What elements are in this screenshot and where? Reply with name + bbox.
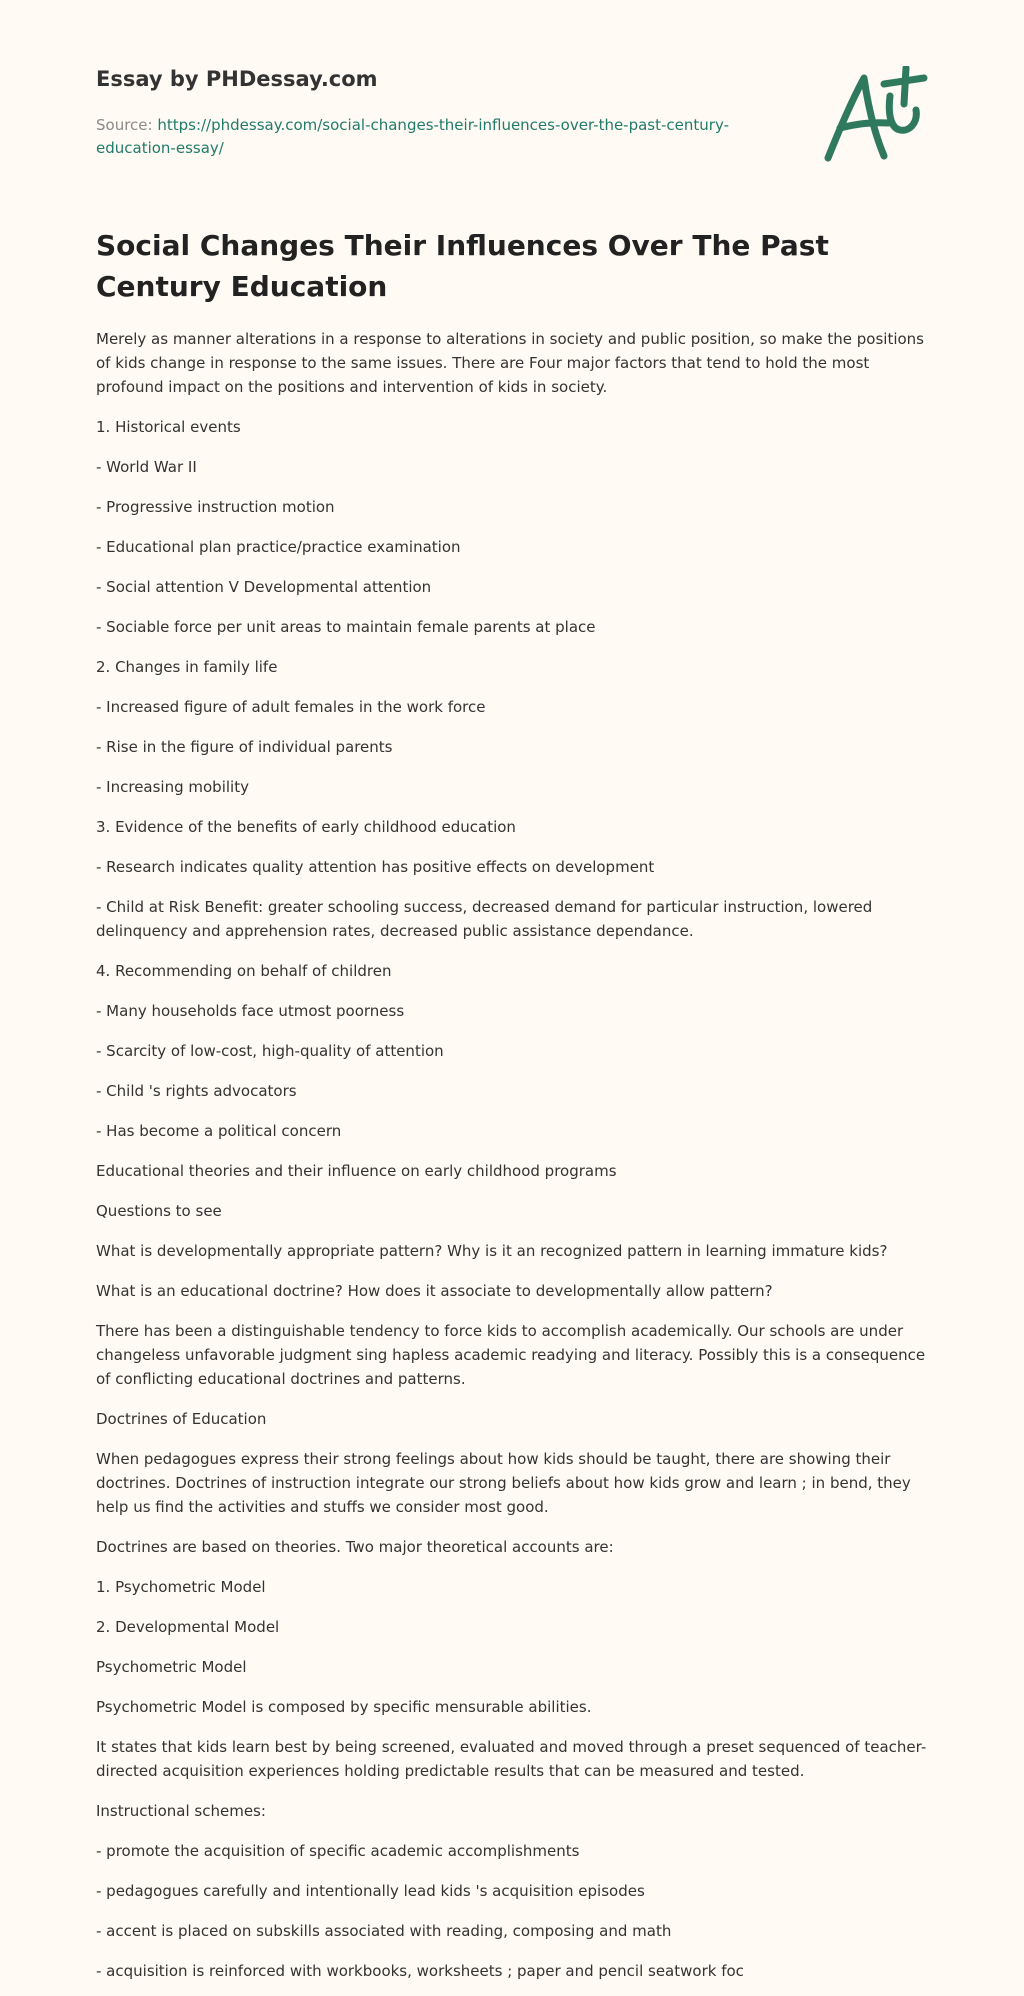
essay-paragraph: - acquisition is reinforced with workbooks, worksheets ; paper and pencil seatwork foc xyxy=(96,1962,744,1980)
essay-paragraph: What is an educational doctrine? How does it associate to developmentally allow pattern? xyxy=(96,1282,773,1300)
essay-paragraph: Psychometric Model is composed by specific mensurable abilities. xyxy=(96,1698,592,1716)
essay-paragraph: - Increasing mobility xyxy=(96,778,249,796)
essay-paragraph: - promote the acquisition of specific academic accomplishments xyxy=(96,1842,580,1860)
site-header xyxy=(96,0,928,170)
essay-paragraph: 4. Recommending on behalf of children xyxy=(96,962,392,980)
essay-paragraph: 1. Historical events xyxy=(96,418,241,436)
essay-paragraph: - World War II xyxy=(96,458,197,476)
essay-paragraph: There has been a distinguishable tendency to force kids to accomplish academically. Our schools are under changeless unfavorable judgment sing hapless academic readying and literacy. Possibly this is a consequence of conflicting educational doctrines and patterns. xyxy=(96,1322,926,1388)
essay-paragraph: Doctrines are based on theories. Two major theoretical accounts are: xyxy=(96,1538,614,1556)
essay-paragraph: - Scarcity of low-cost, high-quality of attention xyxy=(96,1042,444,1060)
essay-paragraph: - Child 's rights advocators xyxy=(96,1082,297,1100)
source-line xyxy=(96,114,736,160)
essay-paragraph: - Educational plan practice/practice examination xyxy=(96,538,461,556)
essay-body xyxy=(96,327,928,1983)
source-link[interactable]: https://phdessay.com/social-changes-their-influences-over-the-past-century-education-essay/ xyxy=(96,116,729,157)
essay-paragraph: - Child at Risk Benefit: greater schooling success, decreased demand for particular instruction, lowered delinquency and apprehension rates, decreased public assistance dependance. xyxy=(96,898,873,940)
essay-paragraph: 3. Evidence of the benefits of early childhood education xyxy=(96,818,516,836)
essay-paragraph: What is developmentally appropriate pattern? Why is it an recognized pattern in learning immature kids? xyxy=(96,1242,888,1260)
essay-paragraph: - Social attention V Developmental attention xyxy=(96,578,432,596)
essay-paragraph: 2. Developmental Model xyxy=(96,1618,280,1636)
essay-paragraph: 1. Psychometric Model xyxy=(96,1578,266,1596)
essay-title: Social Changes Their Influences Over The Past Century Education xyxy=(96,229,829,303)
essay-paragraph: - Progressive instruction motion xyxy=(96,498,335,516)
essay-paragraph: Educational theories and their influence on early childhood programs xyxy=(96,1162,617,1180)
essay-paragraph: - Rise in the figure of individual parents xyxy=(96,738,393,756)
source-label: Source: xyxy=(96,116,158,134)
essay-paragraph: Psychometric Model xyxy=(96,1658,247,1676)
essay-paragraph: Instructional schemes: xyxy=(96,1802,266,1820)
essay-paragraph: It states that kids learn best by being screened, evaluated and moved through a preset sequenced of teacher-directed acquisition experiences holding predictable results that can be measured and tested. xyxy=(96,1738,927,1780)
essay-paragraph: - pedagogues carefully and intentionally lead kids 's acquisition episodes xyxy=(96,1882,645,1900)
essay-paragraph: - Sociable force per unit areas to maintain female parents at place xyxy=(96,618,596,636)
essay-paragraph: Doctrines of Education xyxy=(96,1410,267,1428)
a-plus-logo-icon xyxy=(818,66,928,166)
site-name: Essay by PHDessay.com xyxy=(96,67,378,91)
essay-paragraph: - Many households face utmost poorness xyxy=(96,1002,405,1020)
essay-paragraph: 2. Changes in family life xyxy=(96,658,278,676)
essay-paragraph: - accent is placed on subskills associated with reading, composing and math xyxy=(96,1922,672,1940)
essay-paragraph: When pedagogues express their strong feelings about how kids should be taught, there are showing their doctrines. Doctrines of instruction integrate our strong beliefs about how kids grow and learn ; in bend, they help us find the activities and stuffs we consider most good. xyxy=(96,1450,911,1516)
essay-paragraph: Questions to see xyxy=(96,1202,222,1220)
essay-paragraph: - Increased figure of adult females in the work force xyxy=(96,698,486,716)
essay-paragraph: Merely as manner alterations in a response to alterations in society and public position, so make the positions of kids change in response to the same issues. There are Four major factors that tend to hold the most profound impact on the positions and intervention of kids in society. xyxy=(96,330,924,396)
essay-paragraph: - Has become a political concern xyxy=(96,1122,342,1140)
essay-paragraph: - Research indicates quality attention has positive effects on development xyxy=(96,858,655,876)
